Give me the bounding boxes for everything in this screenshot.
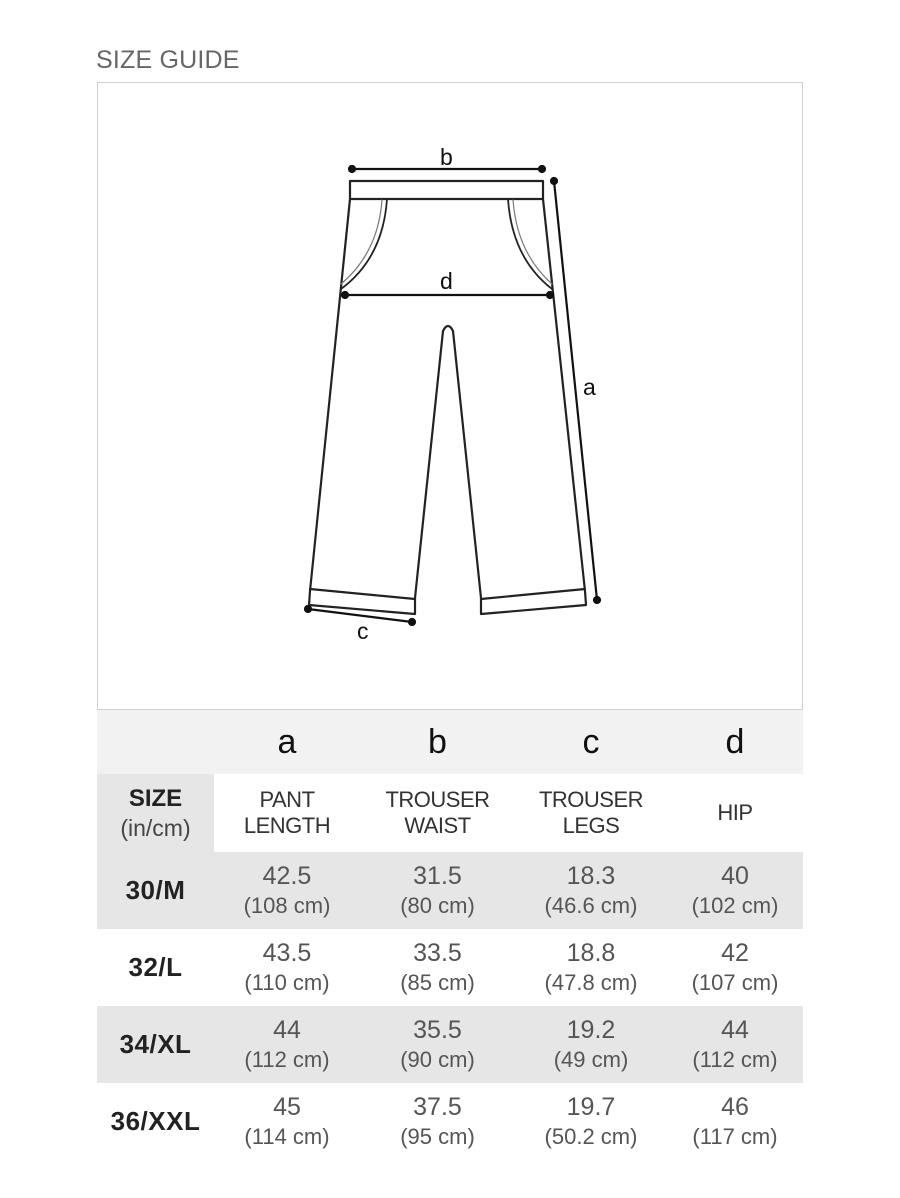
header-line1: HIP [717, 800, 753, 825]
value-cell [360, 1006, 515, 1083]
label-b: b [440, 144, 453, 170]
value-cm: (102 cm) [691, 892, 779, 918]
value-cm: (46.6 cm) [544, 892, 638, 918]
value-inch: 43.5 [262, 938, 312, 967]
letter-a: a [277, 722, 297, 761]
value-cm: (90 cm) [400, 1046, 475, 1072]
value-cell [360, 929, 515, 1006]
value-inch: 37.5 [413, 1092, 462, 1121]
header-line2: WAIST [404, 813, 471, 838]
size-table [97, 710, 803, 1160]
header-line1: PANT [259, 787, 315, 812]
value-cell [667, 852, 803, 929]
value-cm: (47.8 cm) [544, 969, 638, 995]
value-cm: (49 cm) [553, 1046, 629, 1072]
size-name: 34/XL [119, 1029, 192, 1059]
letters-row-spacer [97, 710, 214, 774]
value-inch: 44 [273, 1015, 301, 1044]
header-line1: TROUSER [385, 787, 490, 812]
left-cuff-shape [310, 589, 415, 599]
value-cell [515, 1083, 667, 1160]
value-cell [214, 852, 360, 929]
page-title: SIZE GUIDE [96, 46, 240, 74]
pants-outline-drawing [98, 83, 804, 711]
waistband-shape [350, 181, 543, 199]
measurement-letters-row [97, 710, 803, 774]
table-row [97, 929, 803, 1006]
size-header-unit: (in/cm) [120, 814, 191, 841]
right-pocket-inner-shape [513, 200, 552, 284]
size-name: 32/L [128, 952, 183, 982]
table-row [97, 1083, 803, 1160]
value-cell [515, 1006, 667, 1083]
value-cell [214, 1083, 360, 1160]
value-cm: (110 cm) [244, 969, 330, 995]
header-pant-length [214, 774, 360, 852]
value-inch: 44 [721, 1015, 749, 1044]
table-header-row [97, 774, 803, 852]
letter-c: c [582, 722, 600, 761]
header-trouser-waist [360, 774, 515, 852]
table-row [97, 852, 803, 929]
header-line1: TROUSER [538, 787, 644, 812]
value-cm: (108 cm) [243, 892, 331, 918]
value-cm: (85 cm) [400, 969, 475, 995]
value-cm: (112 cm) [692, 1046, 778, 1072]
header-hip [667, 774, 803, 852]
value-inch: 45 [273, 1092, 301, 1121]
pants-body-shape [309, 199, 586, 614]
value-cm: (117 cm) [692, 1123, 778, 1149]
size-name: 36/XXL [110, 1106, 201, 1136]
header-line2: LEGS [562, 813, 620, 838]
label-a: a [583, 374, 596, 400]
value-inch: 19.7 [566, 1092, 616, 1121]
header-trouser-legs [515, 774, 667, 852]
value-cm: (114 cm) [244, 1123, 330, 1149]
value-cell [214, 929, 360, 1006]
value-cell [515, 929, 667, 1006]
letter-b: b [428, 722, 447, 761]
header-line2: LENGTH [243, 813, 331, 838]
value-inch: 40 [721, 861, 749, 890]
value-cell [667, 1006, 803, 1083]
value-cm: (50.2 cm) [544, 1123, 638, 1149]
value-inch: 31.5 [413, 861, 462, 890]
pants-diagram [97, 82, 803, 710]
value-cm: (95 cm) [400, 1123, 475, 1149]
value-cell [667, 929, 803, 1006]
value-cm: (107 cm) [691, 969, 779, 995]
left-pocket-inner-shape [341, 200, 382, 284]
value-inch: 19.2 [566, 1015, 616, 1044]
value-cm: (80 cm) [400, 892, 475, 918]
value-inch: 18.8 [566, 938, 616, 967]
value-inch: 18.3 [566, 861, 616, 890]
value-cell [515, 852, 667, 929]
value-inch: 42 [721, 938, 749, 967]
value-inch: 42.5 [262, 861, 312, 890]
letter-d: d [725, 722, 745, 761]
size-header-label: SIZE [128, 784, 183, 812]
value-inch: 33.5 [413, 938, 462, 967]
value-inch: 46 [721, 1092, 749, 1121]
right-cuff-shape [481, 589, 585, 599]
size-header-cell [97, 774, 214, 852]
value-cell [667, 1083, 803, 1160]
label-c: c [357, 618, 369, 644]
value-cm: (112 cm) [244, 1046, 330, 1072]
size-name: 30/M [125, 875, 186, 905]
value-cell [360, 1083, 515, 1160]
value-cell [214, 1006, 360, 1083]
value-cell [360, 852, 515, 929]
value-inch: 35.5 [413, 1015, 462, 1044]
label-d: d [440, 268, 453, 294]
table-row [97, 1006, 803, 1083]
